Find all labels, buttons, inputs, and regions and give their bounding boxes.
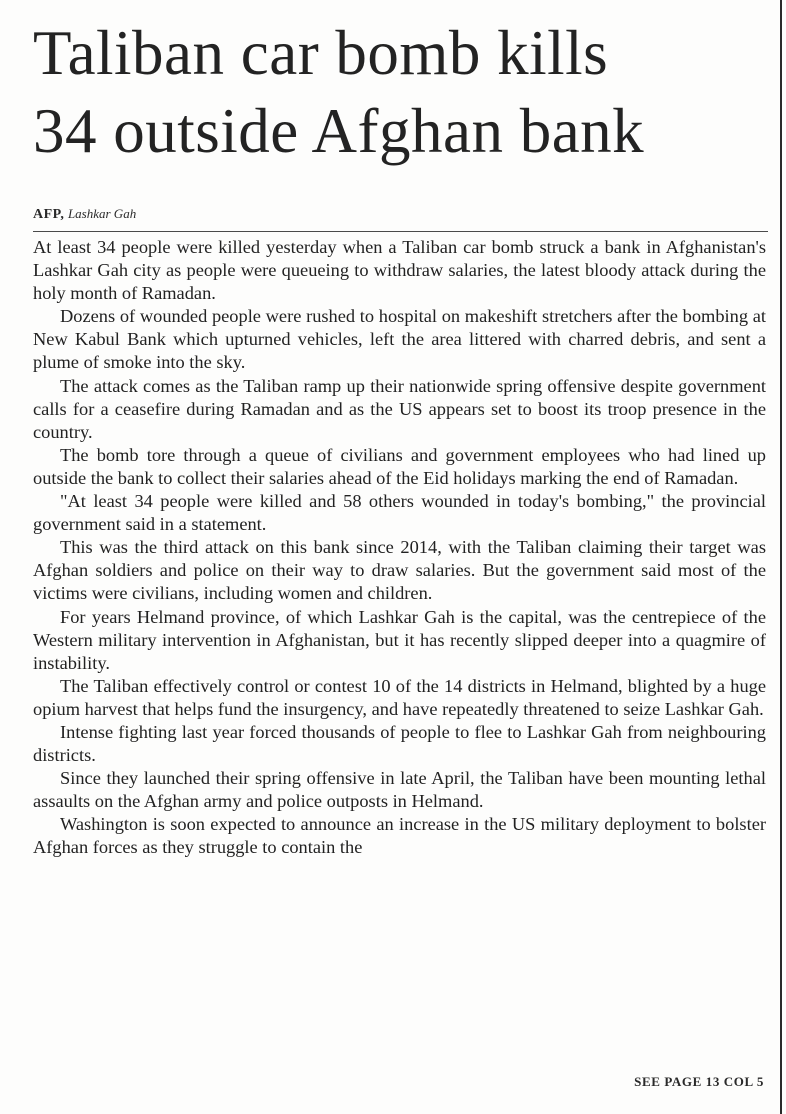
article-paragraph: Washington is soon expected to announce an increase in the US military deployment to bolster Afghan forces as they struggle to contain the (33, 814, 766, 858)
article-paragraph: Intense fighting last year forced thousands of people to flee to Lashkar Gah from neighbouring districts. (33, 721, 766, 766)
headline-line-2: 34 outside Afghan bank (33, 96, 645, 166)
headline (33, 14, 763, 170)
byline-agency: AFP, (33, 207, 65, 222)
article-paragraph: "At least 34 people were killed and 58 others wounded in today's bombing," the provincial government said in a statement. (33, 491, 766, 535)
column-divider (780, 0, 782, 1114)
article-paragraph: The bomb tore through a queue of civilians and government employees who had lined up outside the bank to collect their salaries ahead of the Eid holidays marking the end of Ramadan. (33, 444, 766, 488)
headline-line-1: Taliban car bomb kills (33, 18, 609, 88)
article-paragraph: The Taliban effectively control or contest 10 of the 14 districts in Helmand, blighted by a huge opium harvest that helps fund the insurgency, and have repeatedly threatened to seize Lashkar Gah. (33, 675, 766, 719)
article-paragraph: For years Helmand province, of which Lashkar Gah is the capital, was the centrepiece of the Western military intervention in Afghanistan, but it has recently slipped deeper into a quagmire of instability. (33, 606, 766, 673)
byline (33, 205, 136, 224)
article-paragraph: This was the third attack on this bank since 2014, with the Taliban claiming their target was Afghan soldiers and police on their way to draw salaries. But the government said most of the victims were civilians, including women and children. (33, 537, 766, 604)
byline-dateline: Lashkar Gah (67, 206, 137, 221)
article-paragraph: Since they launched their spring offensive in late April, the Taliban have been mounting lethal assaults on the Afghan army and police outposts in Helmand. (33, 768, 766, 812)
article-paragraph: Dozens of wounded people were rushed to hospital on makeshift stretchers after the bombing at New Kabul Bank which upturned vehicles, left the area littered with charred debris, and sent a plume of smoke into the sky. (33, 306, 766, 373)
continuation-jump: SEE PAGE 13 COL 5 (634, 1074, 764, 1089)
article-body (33, 236, 766, 860)
byline-divider (33, 231, 768, 232)
article-paragraph: At least 34 people were killed yesterday when a Taliban car bomb struck a bank in Afghanistan's Lashkar Gah city as people were queueing to withdraw salaries, the latest bloody attack during the holy month of Ramadan. (33, 237, 766, 304)
article-paragraph: The attack comes as the Taliban ramp up their nationwide spring offensive despite government calls for a ceasefire during Ramadan and as the US appears set to boost its troop presence in the country. (33, 375, 766, 442)
